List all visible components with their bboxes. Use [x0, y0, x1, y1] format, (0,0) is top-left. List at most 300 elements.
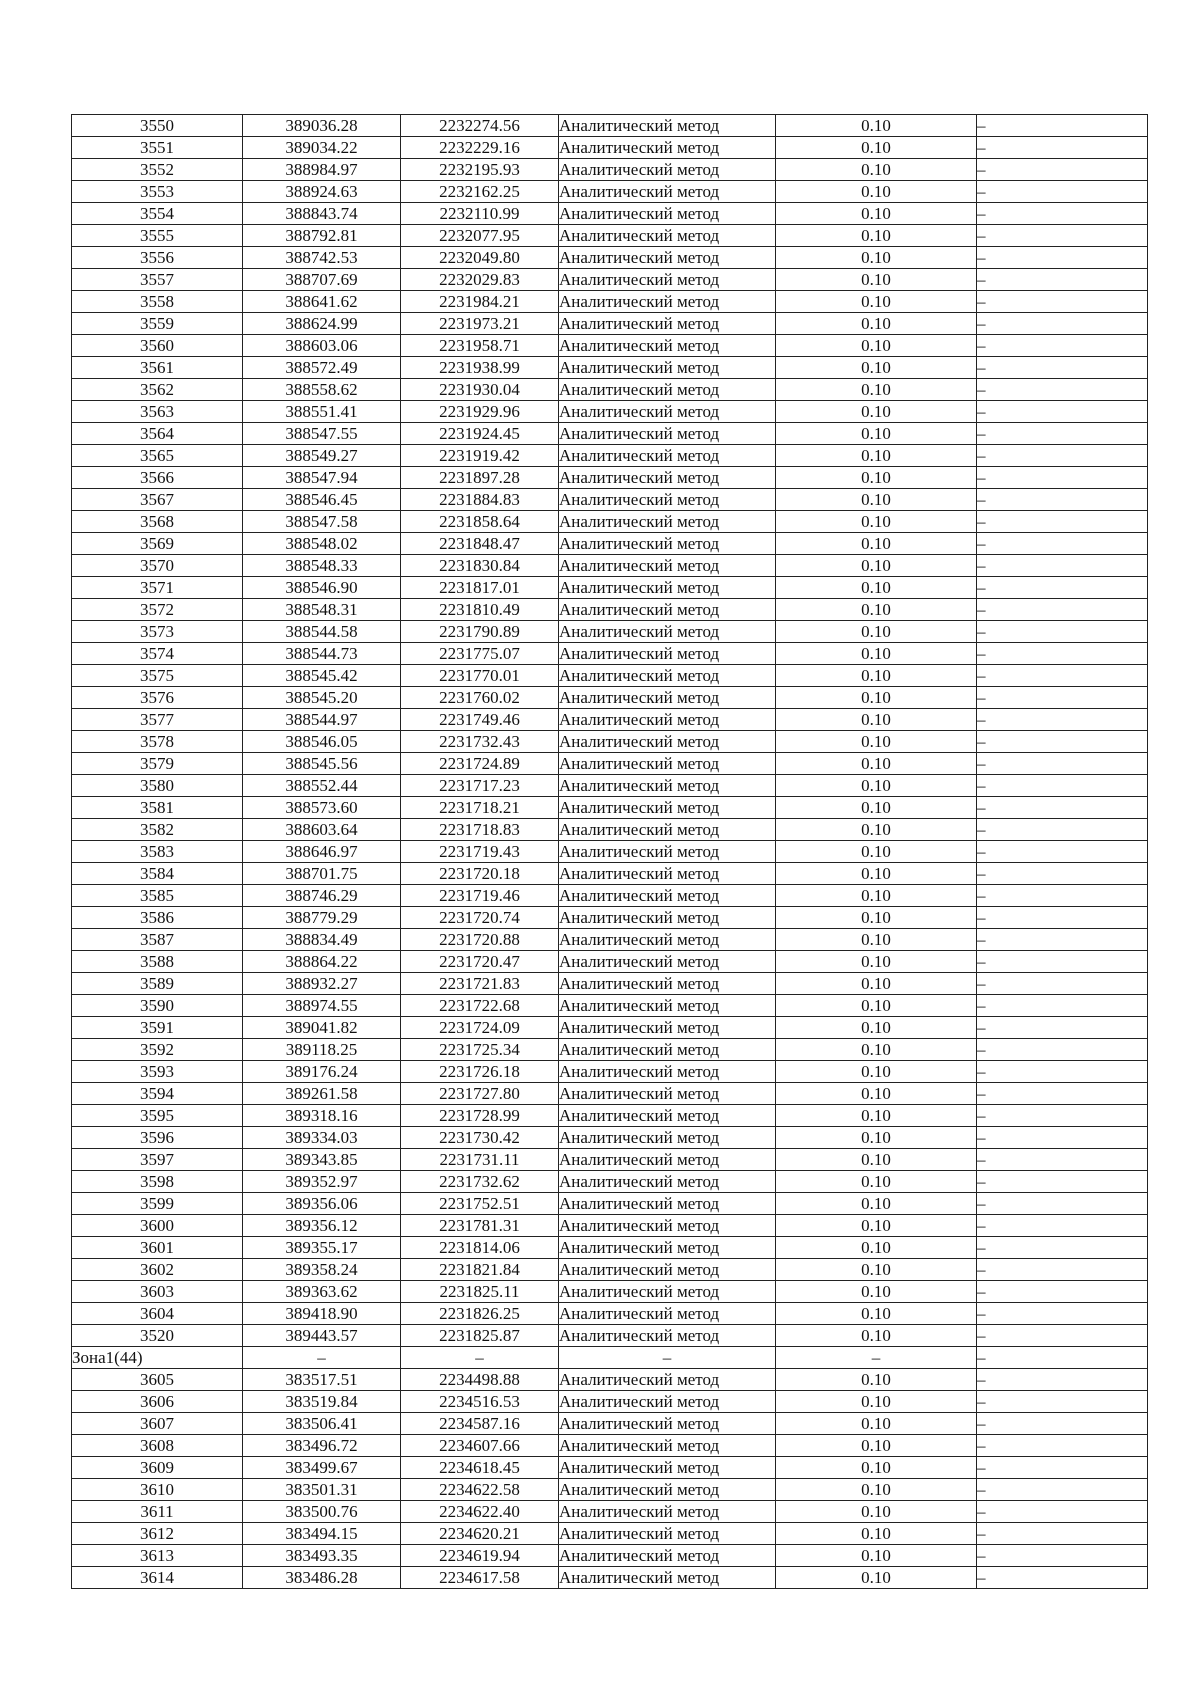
table-row — [72, 137, 1148, 159]
method-cell: Аналитический метод — [559, 1127, 776, 1149]
table-row — [72, 247, 1148, 269]
x-coordinate-cell: 388742.53 — [243, 247, 401, 269]
point-number-cell: 3578 — [72, 731, 243, 753]
method-cell: Аналитический метод — [559, 225, 776, 247]
x-coordinate-cell: 388545.42 — [243, 665, 401, 687]
accuracy-cell: 0.10 — [776, 313, 977, 335]
x-coordinate-cell: 383494.15 — [243, 1523, 401, 1545]
x-coordinate-cell: 388545.56 — [243, 753, 401, 775]
accuracy-cell: 0.10 — [776, 423, 977, 445]
point-number-cell: 3570 — [72, 555, 243, 577]
table-row — [72, 1303, 1148, 1325]
table-row — [72, 951, 1148, 973]
point-number-cell: 3591 — [72, 1017, 243, 1039]
y-coordinate-cell: 2231752.51 — [401, 1193, 559, 1215]
x-coordinate-cell: 388547.58 — [243, 511, 401, 533]
note-cell: – — [977, 929, 1148, 951]
note-cell: – — [977, 401, 1148, 423]
accuracy-cell: 0.10 — [776, 115, 977, 137]
point-number-cell: 3603 — [72, 1281, 243, 1303]
table-row — [72, 1391, 1148, 1413]
note-cell: – — [977, 1369, 1148, 1391]
method-cell: Аналитический метод — [559, 489, 776, 511]
x-coordinate-cell: 388548.02 — [243, 533, 401, 555]
y-coordinate-cell: 2231719.46 — [401, 885, 559, 907]
point-number-cell: 3554 — [72, 203, 243, 225]
accuracy-cell: 0.10 — [776, 1391, 977, 1413]
method-cell: Аналитический метод — [559, 731, 776, 753]
x-coordinate-cell: 383517.51 — [243, 1369, 401, 1391]
accuracy-cell: 0.10 — [776, 1567, 977, 1589]
table-row — [72, 1523, 1148, 1545]
point-number-cell: 3587 — [72, 929, 243, 951]
table-row — [72, 885, 1148, 907]
x-coordinate-cell: 389034.22 — [243, 137, 401, 159]
x-coordinate-cell: 388603.64 — [243, 819, 401, 841]
point-number-cell: 3551 — [72, 137, 243, 159]
y-coordinate-cell: 2231724.09 — [401, 1017, 559, 1039]
y-coordinate-cell: 2231814.06 — [401, 1237, 559, 1259]
note-cell: – — [977, 137, 1148, 159]
y-coordinate-cell: 2232077.95 — [401, 225, 559, 247]
note-cell: – — [977, 599, 1148, 621]
point-number-cell: 3563 — [72, 401, 243, 423]
y-coordinate-cell: 2231810.49 — [401, 599, 559, 621]
method-cell: Аналитический метод — [559, 1149, 776, 1171]
table-row — [72, 599, 1148, 621]
point-number-cell: 3562 — [72, 379, 243, 401]
accuracy-cell: – — [776, 1347, 977, 1369]
x-coordinate-cell: 388558.62 — [243, 379, 401, 401]
note-cell: – — [977, 621, 1148, 643]
point-number-cell: 3568 — [72, 511, 243, 533]
accuracy-cell: 0.10 — [776, 1105, 977, 1127]
method-cell: Аналитический метод — [559, 269, 776, 291]
accuracy-cell: 0.10 — [776, 1083, 977, 1105]
accuracy-cell: 0.10 — [776, 1215, 977, 1237]
y-coordinate-cell: 2231929.96 — [401, 401, 559, 423]
method-cell: Аналитический метод — [559, 863, 776, 885]
x-coordinate-cell: 388552.44 — [243, 775, 401, 797]
x-coordinate-cell: 388546.45 — [243, 489, 401, 511]
method-cell: Аналитический метод — [559, 423, 776, 445]
accuracy-cell: 0.10 — [776, 401, 977, 423]
accuracy-cell: 0.10 — [776, 291, 977, 313]
point-number-cell: 3574 — [72, 643, 243, 665]
x-coordinate-cell: 388549.27 — [243, 445, 401, 467]
x-coordinate-cell: 389358.24 — [243, 1259, 401, 1281]
y-coordinate-cell: 2234607.66 — [401, 1435, 559, 1457]
accuracy-cell: 0.10 — [776, 1435, 977, 1457]
x-coordinate-cell: 388546.05 — [243, 731, 401, 753]
accuracy-cell: 0.10 — [776, 269, 977, 291]
table-row — [72, 423, 1148, 445]
method-cell: Аналитический метод — [559, 1303, 776, 1325]
x-coordinate-cell: 388792.81 — [243, 225, 401, 247]
table-row — [72, 269, 1148, 291]
point-number-cell: 3585 — [72, 885, 243, 907]
accuracy-cell: 0.10 — [776, 533, 977, 555]
note-cell: – — [977, 863, 1148, 885]
y-coordinate-cell: 2234620.21 — [401, 1523, 559, 1545]
point-number-cell: 3610 — [72, 1479, 243, 1501]
x-coordinate-cell: 389356.12 — [243, 1215, 401, 1237]
accuracy-cell: 0.10 — [776, 181, 977, 203]
note-cell: – — [977, 225, 1148, 247]
method-cell: Аналитический метод — [559, 1435, 776, 1457]
method-cell: Аналитический метод — [559, 1171, 776, 1193]
accuracy-cell: 0.10 — [776, 775, 977, 797]
point-number-cell: 3601 — [72, 1237, 243, 1259]
method-cell: Аналитический метод — [559, 467, 776, 489]
method-cell: Аналитический метод — [559, 181, 776, 203]
y-coordinate-cell: 2231817.01 — [401, 577, 559, 599]
y-coordinate-cell: 2231897.28 — [401, 467, 559, 489]
note-cell: – — [977, 797, 1148, 819]
accuracy-cell: 0.10 — [776, 665, 977, 687]
note-cell: – — [977, 1215, 1148, 1237]
note-cell: – — [977, 467, 1148, 489]
y-coordinate-cell: 2231728.99 — [401, 1105, 559, 1127]
x-coordinate-cell: 389118.25 — [243, 1039, 401, 1061]
note-cell: – — [977, 753, 1148, 775]
y-coordinate-cell: 2232110.99 — [401, 203, 559, 225]
x-coordinate-cell: 388546.90 — [243, 577, 401, 599]
note-cell: – — [977, 291, 1148, 313]
method-cell: Аналитический метод — [559, 291, 776, 313]
note-cell: – — [977, 577, 1148, 599]
x-coordinate-cell: 389334.03 — [243, 1127, 401, 1149]
point-number-cell: 3557 — [72, 269, 243, 291]
x-coordinate-cell: 389443.57 — [243, 1325, 401, 1347]
x-coordinate-cell: 388932.27 — [243, 973, 401, 995]
note-cell: – — [977, 1281, 1148, 1303]
table-row — [72, 1237, 1148, 1259]
point-number-cell: 3560 — [72, 335, 243, 357]
table-row — [72, 555, 1148, 577]
note-cell: – — [977, 1501, 1148, 1523]
table-row — [72, 1193, 1148, 1215]
method-cell: Аналитический метод — [559, 797, 776, 819]
y-coordinate-cell: 2234622.40 — [401, 1501, 559, 1523]
table-row — [72, 313, 1148, 335]
method-cell: Аналитический метод — [559, 1017, 776, 1039]
method-cell: Аналитический метод — [559, 335, 776, 357]
method-cell: Аналитический метод — [559, 819, 776, 841]
table-row — [72, 533, 1148, 555]
method-cell: Аналитический метод — [559, 1567, 776, 1589]
note-cell: – — [977, 423, 1148, 445]
y-coordinate-cell: 2231884.83 — [401, 489, 559, 511]
accuracy-cell: 0.10 — [776, 929, 977, 951]
accuracy-cell: 0.10 — [776, 687, 977, 709]
table-row — [72, 1545, 1148, 1567]
accuracy-cell: 0.10 — [776, 467, 977, 489]
y-coordinate-cell: 2231938.99 — [401, 357, 559, 379]
table-row — [72, 159, 1148, 181]
method-cell: Аналитический метод — [559, 115, 776, 137]
accuracy-cell: 0.10 — [776, 1457, 977, 1479]
table-row — [72, 841, 1148, 863]
table-row — [72, 709, 1148, 731]
method-cell: Аналитический метод — [559, 709, 776, 731]
accuracy-cell: 0.10 — [776, 797, 977, 819]
accuracy-cell: 0.10 — [776, 1149, 977, 1171]
y-coordinate-cell: 2231984.21 — [401, 291, 559, 313]
table-row — [72, 907, 1148, 929]
point-number-cell: 3586 — [72, 907, 243, 929]
method-cell: Аналитический метод — [559, 1259, 776, 1281]
accuracy-cell: 0.10 — [776, 379, 977, 401]
y-coordinate-cell: 2231720.88 — [401, 929, 559, 951]
accuracy-cell: 0.10 — [776, 247, 977, 269]
table-row — [72, 1281, 1148, 1303]
x-coordinate-cell: 388603.06 — [243, 335, 401, 357]
x-coordinate-cell: 388548.33 — [243, 555, 401, 577]
note-cell: – — [977, 357, 1148, 379]
point-number-cell: 3588 — [72, 951, 243, 973]
table-row — [72, 1567, 1148, 1589]
point-number-cell: 3571 — [72, 577, 243, 599]
note-cell: – — [977, 379, 1148, 401]
x-coordinate-cell: 388544.97 — [243, 709, 401, 731]
table-row — [72, 995, 1148, 1017]
y-coordinate-cell: 2231732.62 — [401, 1171, 559, 1193]
y-coordinate-cell: 2234516.53 — [401, 1391, 559, 1413]
table-row — [72, 1325, 1148, 1347]
accuracy-cell: 0.10 — [776, 1545, 977, 1567]
method-cell: Аналитический метод — [559, 1457, 776, 1479]
point-number-cell: 3558 — [72, 291, 243, 313]
y-coordinate-cell: 2231770.01 — [401, 665, 559, 687]
accuracy-cell: 0.10 — [776, 1259, 977, 1281]
point-number-cell: 3599 — [72, 1193, 243, 1215]
x-coordinate-cell: 389261.58 — [243, 1083, 401, 1105]
y-coordinate-cell: 2231930.04 — [401, 379, 559, 401]
accuracy-cell: 0.10 — [776, 599, 977, 621]
coordinates-table — [71, 114, 1148, 1589]
table-row — [72, 1017, 1148, 1039]
point-number-cell: 3590 — [72, 995, 243, 1017]
note-cell: – — [977, 1413, 1148, 1435]
note-cell: – — [977, 1391, 1148, 1413]
table-row — [72, 489, 1148, 511]
accuracy-cell: 0.10 — [776, 995, 977, 1017]
y-coordinate-cell: 2231717.23 — [401, 775, 559, 797]
note-cell: – — [977, 313, 1148, 335]
y-coordinate-cell: 2231724.89 — [401, 753, 559, 775]
note-cell: – — [977, 269, 1148, 291]
point-number-cell: 3606 — [72, 1391, 243, 1413]
point-number-cell: 3580 — [72, 775, 243, 797]
method-cell: Аналитический метод — [559, 643, 776, 665]
table-row — [72, 1105, 1148, 1127]
accuracy-cell: 0.10 — [776, 1193, 977, 1215]
note-cell: – — [977, 907, 1148, 929]
y-coordinate-cell: 2232195.93 — [401, 159, 559, 181]
x-coordinate-cell: 388544.58 — [243, 621, 401, 643]
point-number-cell: 3614 — [72, 1567, 243, 1589]
table-row — [72, 1039, 1148, 1061]
coordinates-table-body — [72, 115, 1148, 1589]
point-number-cell: 3607 — [72, 1413, 243, 1435]
note-cell: – — [977, 1457, 1148, 1479]
method-cell: Аналитический метод — [559, 137, 776, 159]
method-cell: – — [559, 1347, 776, 1369]
x-coordinate-cell: 388924.63 — [243, 181, 401, 203]
table-row — [72, 1259, 1148, 1281]
point-number-cell: 3550 — [72, 115, 243, 137]
method-cell: Аналитический метод — [559, 1325, 776, 1347]
x-coordinate-cell: 383499.67 — [243, 1457, 401, 1479]
y-coordinate-cell: 2232049.80 — [401, 247, 559, 269]
accuracy-cell: 0.10 — [776, 1281, 977, 1303]
accuracy-cell: 0.10 — [776, 335, 977, 357]
point-number-cell: 3576 — [72, 687, 243, 709]
y-coordinate-cell: 2231718.21 — [401, 797, 559, 819]
note-cell: – — [977, 1435, 1148, 1457]
accuracy-cell: 0.10 — [776, 973, 977, 995]
accuracy-cell: 0.10 — [776, 1413, 977, 1435]
note-cell: – — [977, 775, 1148, 797]
accuracy-cell: 0.10 — [776, 731, 977, 753]
accuracy-cell: 0.10 — [776, 357, 977, 379]
y-coordinate-cell: 2231720.74 — [401, 907, 559, 929]
table-row — [72, 1369, 1148, 1391]
note-cell: – — [977, 951, 1148, 973]
table-row — [72, 1479, 1148, 1501]
x-coordinate-cell: 388547.55 — [243, 423, 401, 445]
x-coordinate-cell: 383501.31 — [243, 1479, 401, 1501]
table-row — [72, 863, 1148, 885]
point-number-cell: 3593 — [72, 1061, 243, 1083]
point-number-cell: 3609 — [72, 1457, 243, 1479]
table-row — [72, 181, 1148, 203]
y-coordinate-cell: 2231775.07 — [401, 643, 559, 665]
table-row — [72, 291, 1148, 313]
note-cell: – — [977, 1259, 1148, 1281]
accuracy-cell: 0.10 — [776, 1369, 977, 1391]
x-coordinate-cell: 389363.62 — [243, 1281, 401, 1303]
table-row — [72, 1501, 1148, 1523]
x-coordinate-cell: 388545.20 — [243, 687, 401, 709]
method-cell: Аналитический метод — [559, 203, 776, 225]
method-cell: Аналитический метод — [559, 1413, 776, 1435]
accuracy-cell: 0.10 — [776, 511, 977, 533]
method-cell: Аналитический метод — [559, 533, 776, 555]
note-cell: – — [977, 1083, 1148, 1105]
point-number-cell: 3579 — [72, 753, 243, 775]
zone-name-cell: Зона1(44) — [72, 1347, 243, 1369]
y-coordinate-cell: 2232162.25 — [401, 181, 559, 203]
note-cell: – — [977, 335, 1148, 357]
accuracy-cell: 0.10 — [776, 819, 977, 841]
method-cell: Аналитический метод — [559, 775, 776, 797]
accuracy-cell: 0.10 — [776, 621, 977, 643]
point-number-cell: 3583 — [72, 841, 243, 863]
accuracy-cell: 0.10 — [776, 159, 977, 181]
y-coordinate-cell: 2231848.47 — [401, 533, 559, 555]
note-cell: – — [977, 731, 1148, 753]
y-coordinate-cell: 2234622.58 — [401, 1479, 559, 1501]
method-cell: Аналитический метод — [559, 1061, 776, 1083]
method-cell: Аналитический метод — [559, 665, 776, 687]
table-row — [72, 1413, 1148, 1435]
note-cell: – — [977, 885, 1148, 907]
accuracy-cell: 0.10 — [776, 951, 977, 973]
note-cell: – — [977, 995, 1148, 1017]
x-coordinate-cell: 388641.62 — [243, 291, 401, 313]
accuracy-cell: 0.10 — [776, 1039, 977, 1061]
x-coordinate-cell: 388984.97 — [243, 159, 401, 181]
table-row — [72, 1127, 1148, 1149]
x-coordinate-cell: 383486.28 — [243, 1567, 401, 1589]
table-row — [72, 401, 1148, 423]
note-cell: – — [977, 555, 1148, 577]
x-coordinate-cell: 388707.69 — [243, 269, 401, 291]
point-number-cell: 3613 — [72, 1545, 243, 1567]
point-number-cell: 3598 — [72, 1171, 243, 1193]
table-row — [72, 1171, 1148, 1193]
y-coordinate-cell: 2231730.42 — [401, 1127, 559, 1149]
accuracy-cell: 0.10 — [776, 1479, 977, 1501]
method-cell: Аналитический метод — [559, 951, 776, 973]
y-coordinate-cell: 2231826.25 — [401, 1303, 559, 1325]
point-number-cell: 3584 — [72, 863, 243, 885]
table-row — [72, 467, 1148, 489]
point-number-cell: 3592 — [72, 1039, 243, 1061]
y-coordinate-cell: 2234587.16 — [401, 1413, 559, 1435]
x-coordinate-cell: 388843.74 — [243, 203, 401, 225]
x-coordinate-cell: 388544.73 — [243, 643, 401, 665]
note-cell: – — [977, 665, 1148, 687]
y-coordinate-cell: 2231825.87 — [401, 1325, 559, 1347]
y-coordinate-cell: 2231781.31 — [401, 1215, 559, 1237]
method-cell: Аналитический метод — [559, 159, 776, 181]
table-row — [72, 621, 1148, 643]
table-row — [72, 775, 1148, 797]
method-cell: Аналитический метод — [559, 1215, 776, 1237]
note-cell: – — [977, 687, 1148, 709]
method-cell: Аналитический метод — [559, 1391, 776, 1413]
point-number-cell: 3566 — [72, 467, 243, 489]
accuracy-cell: 0.10 — [776, 885, 977, 907]
note-cell: – — [977, 159, 1148, 181]
point-number-cell: 3573 — [72, 621, 243, 643]
y-coordinate-cell: 2231919.42 — [401, 445, 559, 467]
table-row — [72, 335, 1148, 357]
point-number-cell: 3595 — [72, 1105, 243, 1127]
table-row — [72, 115, 1148, 137]
accuracy-cell: 0.10 — [776, 225, 977, 247]
accuracy-cell: 0.10 — [776, 1237, 977, 1259]
x-coordinate-cell: 383506.41 — [243, 1413, 401, 1435]
table-row — [72, 379, 1148, 401]
point-number-cell: 3611 — [72, 1501, 243, 1523]
point-number-cell: 3553 — [72, 181, 243, 203]
accuracy-cell: 0.10 — [776, 643, 977, 665]
y-coordinate-cell: 2232229.16 — [401, 137, 559, 159]
note-cell: – — [977, 1325, 1148, 1347]
y-coordinate-cell: 2231732.43 — [401, 731, 559, 753]
x-coordinate-cell: 388572.49 — [243, 357, 401, 379]
method-cell: Аналитический метод — [559, 247, 776, 269]
y-coordinate-cell: 2234619.94 — [401, 1545, 559, 1567]
point-number-cell: 3520 — [72, 1325, 243, 1347]
point-number-cell: 3600 — [72, 1215, 243, 1237]
note-cell: – — [977, 643, 1148, 665]
note-cell: – — [977, 1567, 1148, 1589]
